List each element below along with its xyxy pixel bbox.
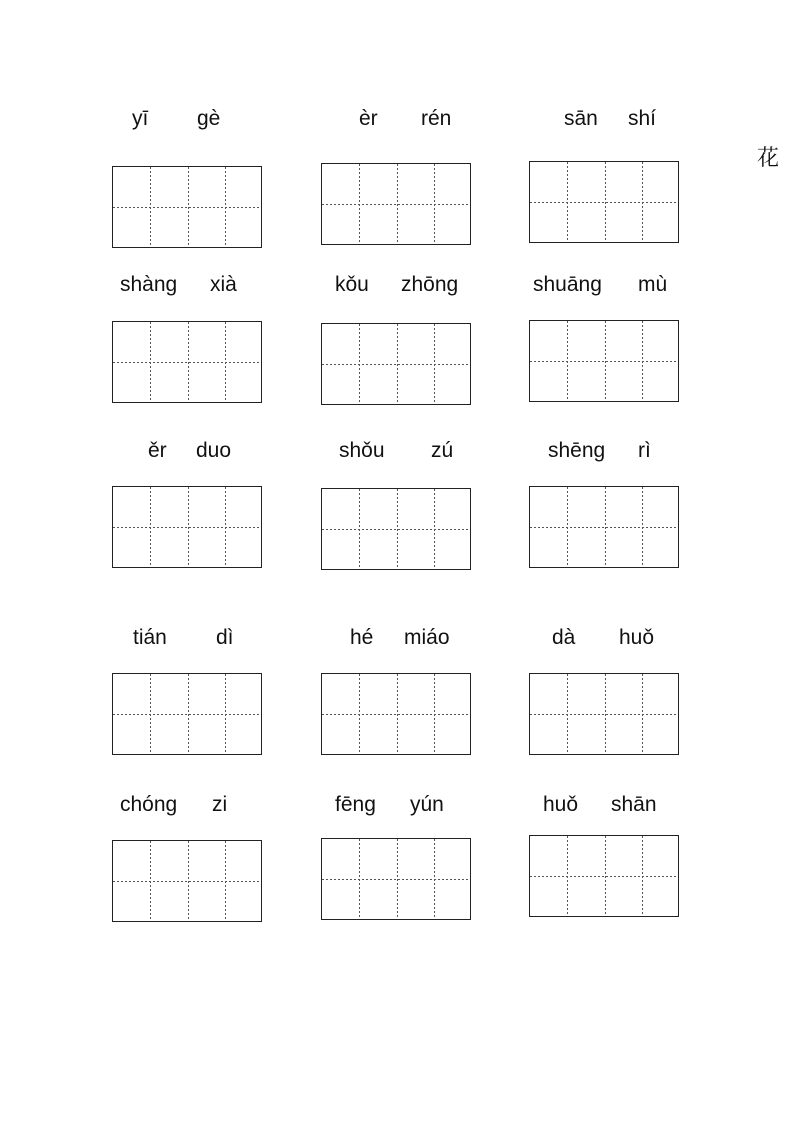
writing-grid[interactable] — [112, 166, 262, 248]
pinyin-syllable-2: gè — [197, 107, 221, 130]
writing-grid[interactable] — [321, 673, 471, 755]
writing-grid[interactable] — [321, 163, 471, 245]
pinyin-syllable-2: mù — [638, 273, 668, 296]
pinyin-syllable-1: shuāng — [533, 273, 602, 296]
writing-grid[interactable] — [529, 835, 679, 917]
pinyin-syllable-1: shǒu — [339, 439, 385, 462]
pinyin-syllable-2: rì — [638, 439, 651, 462]
stray-character: 花 — [757, 146, 780, 171]
writing-grid[interactable] — [112, 673, 262, 755]
word-cell — [529, 436, 689, 566]
pinyin-syllable-1: shēng — [548, 439, 606, 462]
pinyin-syllable-2: duo — [196, 439, 232, 462]
pinyin-syllable-1: fēng — [335, 793, 376, 816]
word-cell — [321, 104, 481, 234]
word-cell — [112, 436, 272, 566]
word-cell — [112, 104, 272, 234]
pinyin-syllable-2: shí — [628, 107, 657, 130]
pinyin-syllable-1: shàng — [120, 273, 178, 296]
writing-grid[interactable] — [112, 486, 262, 568]
pinyin-syllable-1: yī — [132, 107, 149, 130]
pinyin-syllable-2: zi — [212, 793, 228, 816]
pinyin-syllable-1: hé — [350, 626, 374, 649]
word-cell — [529, 623, 689, 753]
pinyin-syllable-1: ěr — [148, 439, 167, 462]
writing-grid[interactable] — [321, 838, 471, 920]
pinyin-syllable-2: miáo — [404, 626, 450, 649]
word-cell — [321, 436, 481, 566]
pinyin-syllable-1: dà — [552, 626, 576, 649]
writing-grid[interactable] — [321, 488, 471, 570]
pinyin-syllable-2: zhōng — [401, 273, 459, 296]
word-cell — [112, 270, 272, 400]
pinyin-syllable-2: shān — [611, 793, 657, 816]
pinyin-syllable-2: zú — [431, 439, 454, 462]
word-cell — [112, 623, 272, 753]
word-cell — [529, 790, 689, 920]
pinyin-syllable-2: rén — [421, 107, 452, 130]
writing-grid[interactable] — [529, 486, 679, 568]
writing-grid[interactable] — [321, 323, 471, 405]
writing-grid[interactable] — [112, 840, 262, 922]
writing-grid[interactable] — [112, 321, 262, 403]
pinyin-syllable-2: yún — [410, 793, 444, 816]
word-cell — [321, 623, 481, 753]
word-cell — [321, 790, 481, 920]
writing-grid[interactable] — [529, 673, 679, 755]
word-cell — [112, 790, 272, 920]
pinyin-syllable-1: chóng — [120, 793, 178, 816]
pinyin-syllable-1: huǒ — [543, 793, 579, 816]
pinyin-syllable-2: xià — [210, 273, 237, 296]
writing-grid[interactable] — [529, 320, 679, 402]
writing-grid[interactable] — [529, 161, 679, 243]
word-cell — [321, 270, 481, 400]
pinyin-syllable-1: tián — [133, 626, 167, 649]
pinyin-syllable-1: èr — [359, 107, 378, 130]
pinyin-syllable-1: kǒu — [335, 273, 369, 296]
word-cell — [529, 104, 689, 234]
pinyin-syllable-2: huǒ — [619, 626, 655, 649]
word-cell — [529, 270, 689, 400]
pinyin-syllable-1: sān — [564, 107, 598, 130]
pinyin-syllable-2: dì — [216, 626, 234, 649]
